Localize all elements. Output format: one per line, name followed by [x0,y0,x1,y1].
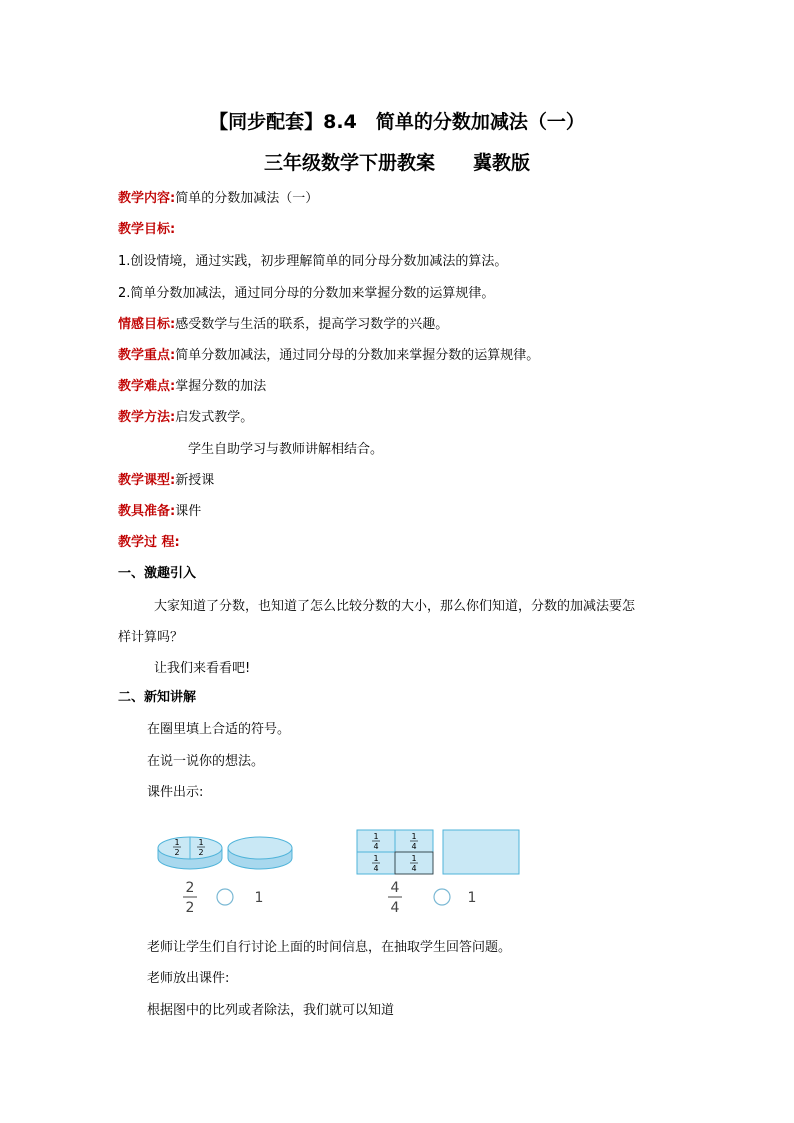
content-value: 简单的分数加减法（一） [175,191,319,206]
disc-halves [158,837,222,869]
section1-para-line2: 样计算吗？ [118,630,184,645]
section2-p3: 课件出示: [147,785,204,800]
disc-half-left-num: 1 [174,838,180,847]
q3-den: 4 [373,864,379,873]
emotion-row [118,313,448,332]
right-rhs: 1 [467,890,477,906]
tools-row [118,500,201,519]
fraction-figure [150,820,530,920]
section2-heading: 二、新知讲解 [118,690,197,705]
section2-p4: 老师让学生们自行讨论上面的时间信息，在抽取学生回答问题。 [147,940,512,955]
disc-half-left-den: 2 [174,848,180,857]
right-compare-circle[interactable] [434,889,450,905]
disc-whole [228,837,292,869]
method-row-2: 学生自助学习与教师讲解相结合。 [188,442,384,457]
q1-num: 1 [373,832,379,841]
section2-p5: 老师放出课件: [147,971,230,986]
section1-heading: 一、激趣引入 [118,566,197,581]
emotion-label: 情感目标: [118,317,176,332]
q2-den: 4 [411,842,417,851]
goal-item-1: 1.创设情境，通过实践，初步理解简单的同分母分数加减法的算法。 [118,254,508,269]
process-row [118,531,180,550]
q4-num: 1 [411,854,417,863]
disc-half-right-den: 2 [198,848,204,857]
square-quarters [357,830,433,874]
square-whole [443,830,519,874]
tools-label: 教具准备: [118,504,176,519]
doc-title-line1: 【同步配套】8.4 简单的分数加减法（一） [209,111,585,133]
q1-den: 4 [373,842,379,851]
section1-para2: 让我们来看看吧! [154,661,251,676]
type-row [118,469,214,488]
section2-p6: 根据图中的比列或者除法，我们就可以知道 [147,1003,395,1018]
section2-p2: 在说一说你的想法。 [147,754,265,769]
difficulty-value: 掌握分数的加法 [175,379,267,394]
left-rhs: 1 [254,890,264,906]
content-row [118,187,318,206]
difficulty-label: 教学难点: [118,379,176,394]
emotion-value: 感受数学与生活的联系，提高学习数学的兴趣。 [175,317,449,332]
key-label: 教学重点: [118,348,176,363]
type-label: 教学课型: [118,473,176,488]
goal-row [118,218,175,237]
difficulty-row [118,375,266,394]
left-frac-num: 2 [185,880,195,896]
left-frac-den: 2 [185,900,195,916]
disc-half-right-num: 1 [198,838,204,847]
section1-para-line1: 大家知道了分数，也知道了怎么比较分数的大小，那么你们知道，分数的加减法要怎 [154,599,636,614]
goal-item-2: 2.简单分数加减法，通过同分母的分数加来掌握分数的运算规律。 [118,286,495,301]
tools-value: 课件 [175,504,202,519]
left-comparison [183,880,263,916]
process-label: 教学过 程: [118,535,180,550]
key-value: 简单分数加减法，通过同分母的分数加来掌握分数的运算规律。 [175,348,540,363]
goal-label: 教学目标: [118,222,176,237]
q3-num: 1 [373,854,379,863]
q4-den: 4 [411,864,417,873]
section2-p1: 在圈里填上合适的符号。 [147,722,291,737]
right-frac-den: 4 [390,900,400,916]
doc-title-line2: 三年级数学下册教案 冀教版 [263,152,530,174]
left-compare-circle[interactable] [217,889,233,905]
method-label: 教学方法: [118,410,176,425]
method-value: 启发式教学。 [175,410,254,425]
q2-num: 1 [411,832,417,841]
content-label: 教学内容: [118,191,176,206]
type-value: 新授课 [175,473,215,488]
key-row [118,344,539,363]
right-comparison [388,880,476,916]
right-frac-num: 4 [390,880,400,896]
method-row [118,406,253,425]
